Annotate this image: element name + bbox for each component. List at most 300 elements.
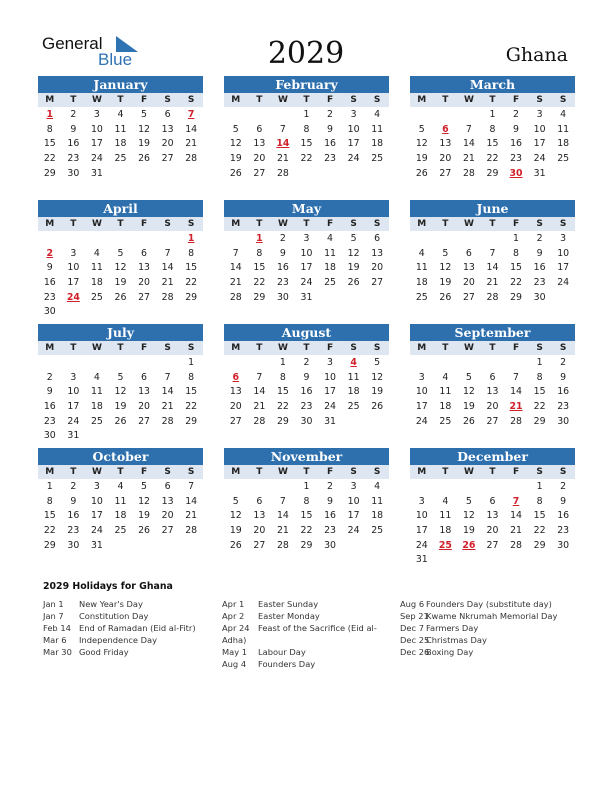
empty-day-cell bbox=[457, 355, 481, 370]
month-november bbox=[224, 448, 389, 552]
calendar-day: 27 bbox=[253, 167, 266, 179]
day-grid bbox=[224, 231, 389, 304]
empty-day-cell bbox=[248, 355, 272, 370]
calendar-day: 30 bbox=[324, 539, 336, 551]
holiday-name: Labour Day bbox=[258, 647, 306, 657]
calendar-day: 21 bbox=[510, 525, 522, 537]
calendar-day: 14 bbox=[462, 138, 475, 150]
calendar-day: 30 bbox=[43, 306, 56, 318]
calendar-day: 19 bbox=[229, 153, 242, 165]
calendar-day: 11 bbox=[324, 247, 336, 259]
calendar-day: 25 bbox=[114, 525, 127, 537]
weekday-label: S bbox=[164, 95, 171, 105]
holiday-item bbox=[222, 646, 392, 658]
weekday-header bbox=[224, 217, 389, 231]
weekday-label: F bbox=[512, 219, 520, 229]
calendar-day: 31 bbox=[533, 167, 546, 179]
calendar-day: 21 bbox=[161, 401, 174, 413]
weekday-label: F bbox=[326, 467, 334, 477]
holiday-item bbox=[400, 646, 580, 658]
calendar-day: 24 bbox=[67, 415, 80, 427]
calendar-day: 2 bbox=[279, 233, 286, 244]
holiday-name: Easter Sunday bbox=[258, 599, 319, 609]
weekday-label: T bbox=[489, 343, 496, 353]
empty-day-cell bbox=[38, 231, 62, 246]
calendar-day: 18 bbox=[90, 401, 103, 413]
calendar-day: 28 bbox=[229, 291, 242, 303]
calendar-day: 25 bbox=[324, 277, 336, 289]
weekday-label: T bbox=[303, 219, 310, 229]
calendar-day: 15 bbox=[185, 386, 198, 398]
calendar-day: 21 bbox=[276, 525, 289, 537]
holiday-date: Apr 24 bbox=[222, 623, 250, 633]
calendar-day: 9 bbox=[70, 495, 77, 507]
calendar-day: 19 bbox=[347, 262, 360, 274]
weekday-label: S bbox=[350, 219, 357, 229]
calendar-day: 4 bbox=[374, 109, 381, 120]
empty-day-cell bbox=[109, 231, 133, 246]
calendar-day: 13 bbox=[253, 138, 266, 150]
calendar-day: 29 bbox=[510, 291, 522, 303]
calendar-day: 27 bbox=[138, 291, 150, 303]
weekday-label: S bbox=[536, 467, 543, 477]
calendar-year: 2029 bbox=[267, 36, 345, 71]
calendar-day: 8 bbox=[188, 371, 195, 383]
calendar-day: 18 bbox=[371, 138, 384, 150]
calendar-day: 29 bbox=[533, 415, 546, 427]
calendar-day: 10 bbox=[347, 123, 360, 135]
month-name: February bbox=[224, 76, 389, 93]
calendar-day: 3 bbox=[418, 495, 425, 507]
calendar-day: 10 bbox=[557, 247, 570, 259]
weekday-header bbox=[224, 341, 389, 355]
calendar-day: 26 bbox=[138, 525, 150, 537]
holiday-item bbox=[43, 634, 213, 646]
calendar-day: 28 bbox=[276, 539, 289, 551]
holiday-item bbox=[43, 622, 213, 634]
calendar-day: 31 bbox=[300, 291, 313, 303]
calendar-day: 9 bbox=[70, 123, 77, 135]
calendar-day: 11 bbox=[371, 495, 384, 507]
calendar-day: 3 bbox=[350, 481, 357, 492]
calendar-day: 19 bbox=[462, 401, 475, 413]
holiday-item bbox=[222, 598, 392, 610]
calendar-day: 25 bbox=[90, 415, 103, 427]
calendar-day: 2 bbox=[560, 481, 567, 492]
month-name: April bbox=[38, 200, 203, 217]
holiday-name: Easter Monday bbox=[258, 611, 320, 621]
weekday-label: S bbox=[350, 343, 357, 353]
calendar-day: 27 bbox=[138, 415, 150, 427]
empty-day-cell bbox=[457, 479, 481, 494]
holiday-date: Jan 7 bbox=[43, 611, 64, 621]
calendar-day: 2 bbox=[513, 109, 520, 120]
day-grid bbox=[38, 231, 203, 319]
calendar-day: 10 bbox=[90, 495, 103, 507]
calendar-day: 30 bbox=[557, 539, 570, 551]
calendar-day: 26 bbox=[229, 167, 242, 179]
holiday-item bbox=[222, 658, 392, 670]
weekday-label: S bbox=[536, 219, 543, 229]
month-january bbox=[38, 76, 203, 180]
calendar-day: 20 bbox=[138, 277, 150, 289]
month-name: March bbox=[410, 76, 575, 93]
weekday-header bbox=[410, 93, 575, 107]
holiday-column-1 bbox=[43, 598, 213, 658]
calendar-day: 2 bbox=[327, 109, 334, 120]
weekday-label: W bbox=[463, 343, 474, 353]
calendar-day: 25 bbox=[439, 415, 452, 427]
calendar-day: 16 bbox=[43, 401, 56, 413]
calendar-day: 24 bbox=[300, 277, 313, 289]
holiday-date: Apr 2 bbox=[222, 611, 245, 621]
weekday-label: S bbox=[373, 467, 381, 477]
empty-day-cell bbox=[248, 479, 272, 494]
calendar-day: 30 bbox=[276, 291, 289, 303]
calendar-day: 6 bbox=[164, 109, 171, 120]
weekday-label: W bbox=[277, 95, 288, 105]
empty-day-cell bbox=[504, 355, 528, 370]
calendar-day: 6 bbox=[256, 495, 263, 507]
holiday-list bbox=[43, 581, 583, 681]
calendar-day: 20 bbox=[371, 262, 384, 274]
calendar-day: 11 bbox=[90, 262, 103, 274]
holiday-name: Founders Day bbox=[258, 659, 316, 669]
calendar-day: 13 bbox=[138, 262, 150, 274]
day-grid bbox=[38, 355, 203, 443]
calendar-day: 25 bbox=[371, 153, 384, 165]
calendar-day: 20 bbox=[439, 153, 452, 165]
empty-day-cell bbox=[85, 231, 109, 246]
weekday-label: F bbox=[140, 95, 148, 105]
calendar-day: 4 bbox=[418, 247, 425, 259]
day-grid bbox=[410, 479, 575, 567]
holiday-day: 14 bbox=[276, 138, 290, 150]
empty-day-cell bbox=[410, 479, 434, 494]
calendar-day: 20 bbox=[161, 510, 174, 522]
calendar-day: 19 bbox=[439, 277, 452, 289]
calendar-day: 18 bbox=[114, 138, 127, 150]
calendar-day: 19 bbox=[114, 401, 127, 413]
month-may bbox=[224, 200, 389, 304]
weekday-label: W bbox=[463, 219, 474, 229]
calendar-day: 22 bbox=[276, 401, 289, 413]
calendar-country: Ghana bbox=[505, 44, 568, 66]
calendar-day: 19 bbox=[415, 153, 428, 165]
calendar-day: 5 bbox=[374, 357, 381, 368]
calendar-day: 17 bbox=[347, 138, 360, 150]
weekday-label: M bbox=[231, 95, 241, 105]
calendar-day: 20 bbox=[229, 401, 242, 413]
holiday-day: 7 bbox=[187, 109, 195, 120]
calendar-day: 2 bbox=[70, 109, 77, 120]
holiday-name: Good Friday bbox=[79, 647, 129, 657]
weekday-label: T bbox=[303, 343, 310, 353]
calendar-day: 13 bbox=[161, 123, 174, 135]
empty-day-cell bbox=[85, 355, 109, 370]
weekday-label: M bbox=[45, 219, 55, 229]
weekday-label: S bbox=[187, 219, 195, 229]
weekday-label: S bbox=[187, 95, 195, 105]
calendar-day: 8 bbox=[256, 247, 263, 259]
calendar-day: 3 bbox=[70, 247, 77, 259]
calendar-day: 21 bbox=[253, 401, 266, 413]
calendar-day: 19 bbox=[229, 525, 242, 537]
calendar-day: 31 bbox=[324, 415, 336, 427]
calendar-day: 27 bbox=[229, 415, 242, 427]
holiday-date: Dec 25 bbox=[400, 635, 430, 645]
empty-day-cell bbox=[481, 355, 505, 370]
holiday-name: Boxing Day bbox=[426, 647, 474, 657]
weekday-label: T bbox=[489, 467, 496, 477]
calendar-day: 17 bbox=[415, 525, 428, 537]
holiday-name: Feast of the Sacrifice (Eid al-Adha) bbox=[222, 623, 377, 645]
calendar-day: 13 bbox=[486, 386, 499, 398]
holiday-day: 6 bbox=[442, 123, 449, 135]
calendar-day: 4 bbox=[93, 371, 100, 383]
calendar-day: 9 bbox=[560, 371, 567, 383]
calendar-day: 6 bbox=[141, 371, 148, 383]
calendar-day: 2 bbox=[560, 357, 567, 368]
calendar-day: 27 bbox=[486, 539, 499, 551]
month-name: December bbox=[410, 448, 575, 465]
calendar-day: 22 bbox=[185, 401, 198, 413]
calendar-day: 16 bbox=[324, 138, 336, 150]
holiday-date: Feb 14 bbox=[43, 623, 71, 633]
calendar-day: 26 bbox=[347, 277, 360, 289]
calendar-day: 8 bbox=[513, 247, 520, 259]
calendar-day: 5 bbox=[117, 247, 124, 259]
calendar-day: 23 bbox=[557, 525, 570, 537]
holiday-day: 26 bbox=[462, 539, 476, 551]
holiday-name: New Year's Day bbox=[79, 599, 143, 609]
holiday-name: Independence Day bbox=[79, 635, 158, 645]
calendar-day: 3 bbox=[418, 371, 425, 383]
calendar-day: 14 bbox=[510, 510, 522, 522]
day-grid bbox=[38, 479, 203, 552]
weekday-label: S bbox=[559, 95, 567, 105]
calendar-day: 6 bbox=[256, 123, 263, 135]
calendar-day: 28 bbox=[510, 415, 522, 427]
calendar-day: 13 bbox=[462, 262, 475, 274]
holiday-name: Founders Day (substitute day) bbox=[426, 599, 552, 609]
calendar-day: 22 bbox=[300, 153, 313, 165]
calendar-day: 5 bbox=[232, 123, 239, 135]
calendar-day: 27 bbox=[439, 167, 452, 179]
calendar-day: 24 bbox=[557, 277, 570, 289]
holiday-name: Farmers Day bbox=[426, 623, 479, 633]
calendar-day: 26 bbox=[138, 153, 150, 165]
calendar-day: 23 bbox=[43, 291, 56, 303]
holiday-list-title: 2029 Holidays for Ghana bbox=[43, 581, 173, 592]
calendar-day: 5 bbox=[232, 495, 239, 507]
calendar-day: 1 bbox=[46, 481, 53, 492]
calendar-day: 20 bbox=[138, 401, 150, 413]
calendar-day: 25 bbox=[415, 291, 428, 303]
calendar-day: 1 bbox=[536, 357, 543, 368]
calendar-day: 1 bbox=[188, 357, 195, 368]
calendar-day: 11 bbox=[415, 262, 428, 274]
month-april bbox=[38, 200, 203, 319]
calendar-day: 26 bbox=[415, 167, 428, 179]
calendar-day: 18 bbox=[557, 138, 570, 150]
calendar-day: 15 bbox=[43, 510, 56, 522]
calendar-day: 30 bbox=[300, 415, 313, 427]
empty-day-cell bbox=[457, 231, 481, 246]
holiday-day: 4 bbox=[350, 357, 357, 368]
calendar-day: 28 bbox=[185, 525, 198, 537]
calendar-day: 3 bbox=[93, 109, 100, 120]
calendar-day: 21 bbox=[185, 510, 198, 522]
holiday-day: 2 bbox=[46, 247, 54, 259]
calendar-day: 30 bbox=[557, 415, 570, 427]
calendar-day: 7 bbox=[232, 247, 239, 259]
calendar-day: 20 bbox=[486, 401, 499, 413]
calendar-day: 31 bbox=[67, 430, 80, 442]
calendar-day: 4 bbox=[117, 109, 124, 120]
weekday-label: S bbox=[373, 343, 381, 353]
weekday-label: W bbox=[91, 95, 102, 105]
calendar-day: 1 bbox=[279, 357, 286, 368]
calendar-day: 14 bbox=[185, 123, 198, 135]
weekday-label: T bbox=[117, 467, 124, 477]
calendar-day: 22 bbox=[300, 525, 313, 537]
calendar-day: 11 bbox=[557, 123, 570, 135]
calendar-day: 28 bbox=[486, 291, 499, 303]
weekday-label: S bbox=[559, 343, 567, 353]
holiday-day: 30 bbox=[509, 167, 523, 179]
calendar-day: 23 bbox=[43, 415, 56, 427]
empty-day-cell bbox=[224, 479, 248, 494]
calendar-day: 17 bbox=[324, 386, 336, 398]
weekday-label: F bbox=[140, 343, 148, 353]
calendar-day: 22 bbox=[43, 153, 56, 165]
calendar-day: 22 bbox=[533, 525, 546, 537]
weekday-label: T bbox=[70, 467, 77, 477]
calendar-day: 4 bbox=[327, 233, 334, 244]
holiday-item bbox=[400, 610, 580, 622]
month-august bbox=[224, 324, 389, 428]
calendar-day: 7 bbox=[489, 247, 496, 259]
empty-day-cell bbox=[434, 107, 458, 122]
weekday-label: T bbox=[489, 95, 496, 105]
calendar-day: 30 bbox=[67, 539, 80, 551]
calendar-day: 12 bbox=[462, 386, 475, 398]
calendar-day: 29 bbox=[300, 539, 313, 551]
holiday-item bbox=[400, 598, 580, 610]
calendar-day: 10 bbox=[347, 495, 360, 507]
month-name: September bbox=[410, 324, 575, 341]
calendar-day: 26 bbox=[229, 539, 242, 551]
calendar-day: 7 bbox=[513, 371, 520, 383]
calendar-day: 16 bbox=[533, 262, 546, 274]
weekday-label: M bbox=[231, 219, 241, 229]
weekday-label: T bbox=[256, 343, 263, 353]
holiday-day: 1 bbox=[256, 233, 263, 244]
calendar-day: 31 bbox=[415, 554, 428, 566]
calendar-day: 24 bbox=[347, 525, 360, 537]
empty-day-cell bbox=[410, 231, 434, 246]
holiday-date: Dec 26 bbox=[400, 647, 430, 657]
calendar-day: 5 bbox=[141, 481, 148, 492]
holiday-item bbox=[400, 622, 580, 634]
empty-day-cell bbox=[481, 231, 505, 246]
calendar-day: 13 bbox=[138, 386, 150, 398]
calendar-day: 17 bbox=[300, 262, 313, 274]
weekday-header bbox=[410, 217, 575, 231]
calendar-day: 9 bbox=[513, 123, 520, 135]
calendar-day: 17 bbox=[347, 510, 360, 522]
calendar-day: 7 bbox=[188, 481, 195, 492]
calendar-day: 18 bbox=[439, 525, 452, 537]
empty-day-cell bbox=[271, 479, 295, 494]
calendar-day: 27 bbox=[486, 415, 499, 427]
calendar-day: 24 bbox=[415, 539, 428, 551]
calendar-day: 28 bbox=[161, 291, 174, 303]
weekday-label: T bbox=[489, 219, 496, 229]
calendar-day: 18 bbox=[114, 510, 127, 522]
calendar-day: 12 bbox=[138, 123, 150, 135]
calendar-day: 15 bbox=[510, 262, 522, 274]
month-name: January bbox=[38, 76, 203, 93]
holiday-day: 7 bbox=[512, 495, 520, 507]
calendar-day: 12 bbox=[371, 371, 384, 383]
calendar-day: 14 bbox=[185, 495, 198, 507]
calendar-day: 14 bbox=[510, 386, 522, 398]
empty-day-cell bbox=[132, 231, 156, 246]
empty-day-cell bbox=[109, 355, 133, 370]
holiday-day: 6 bbox=[232, 371, 240, 383]
weekday-label: T bbox=[303, 467, 310, 477]
calendar-day: 22 bbox=[510, 277, 522, 289]
calendar-day: 28 bbox=[253, 415, 266, 427]
calendar-day: 19 bbox=[114, 277, 127, 289]
weekday-label: S bbox=[536, 343, 543, 353]
weekday-label: W bbox=[91, 467, 102, 477]
calendar-day: 16 bbox=[276, 262, 289, 274]
calendar-day: 22 bbox=[486, 153, 499, 165]
calendar-day: 21 bbox=[462, 153, 475, 165]
day-grid bbox=[410, 107, 575, 180]
weekday-header bbox=[410, 465, 575, 479]
calendar-day: 7 bbox=[256, 371, 263, 383]
calendar-day: 28 bbox=[276, 167, 289, 179]
empty-day-cell bbox=[481, 479, 505, 494]
weekday-label: M bbox=[45, 343, 55, 353]
calendar-day: 12 bbox=[114, 262, 127, 274]
holiday-name: End of Ramadan (Eid al-Fitr) bbox=[79, 623, 196, 633]
empty-day-cell bbox=[457, 107, 481, 122]
holiday-day: 1 bbox=[187, 233, 195, 244]
calendar-day: 18 bbox=[90, 277, 103, 289]
weekday-label: F bbox=[140, 467, 148, 477]
calendar-day: 21 bbox=[276, 153, 289, 165]
weekday-label: F bbox=[140, 219, 148, 229]
calendar-day: 8 bbox=[46, 123, 53, 135]
calendar-day: 8 bbox=[303, 123, 310, 135]
weekday-label: M bbox=[417, 343, 427, 353]
calendar-day: 15 bbox=[276, 386, 289, 398]
calendar-day: 10 bbox=[415, 386, 428, 398]
calendar-day: 24 bbox=[533, 153, 546, 165]
holiday-day: 21 bbox=[509, 401, 523, 413]
calendar-day: 1 bbox=[536, 481, 543, 492]
calendar-day: 20 bbox=[462, 277, 475, 289]
calendar-day: 19 bbox=[138, 138, 150, 150]
calendar-day: 29 bbox=[43, 167, 56, 179]
calendar-day: 15 bbox=[533, 386, 546, 398]
calendar-day: 17 bbox=[90, 138, 103, 150]
